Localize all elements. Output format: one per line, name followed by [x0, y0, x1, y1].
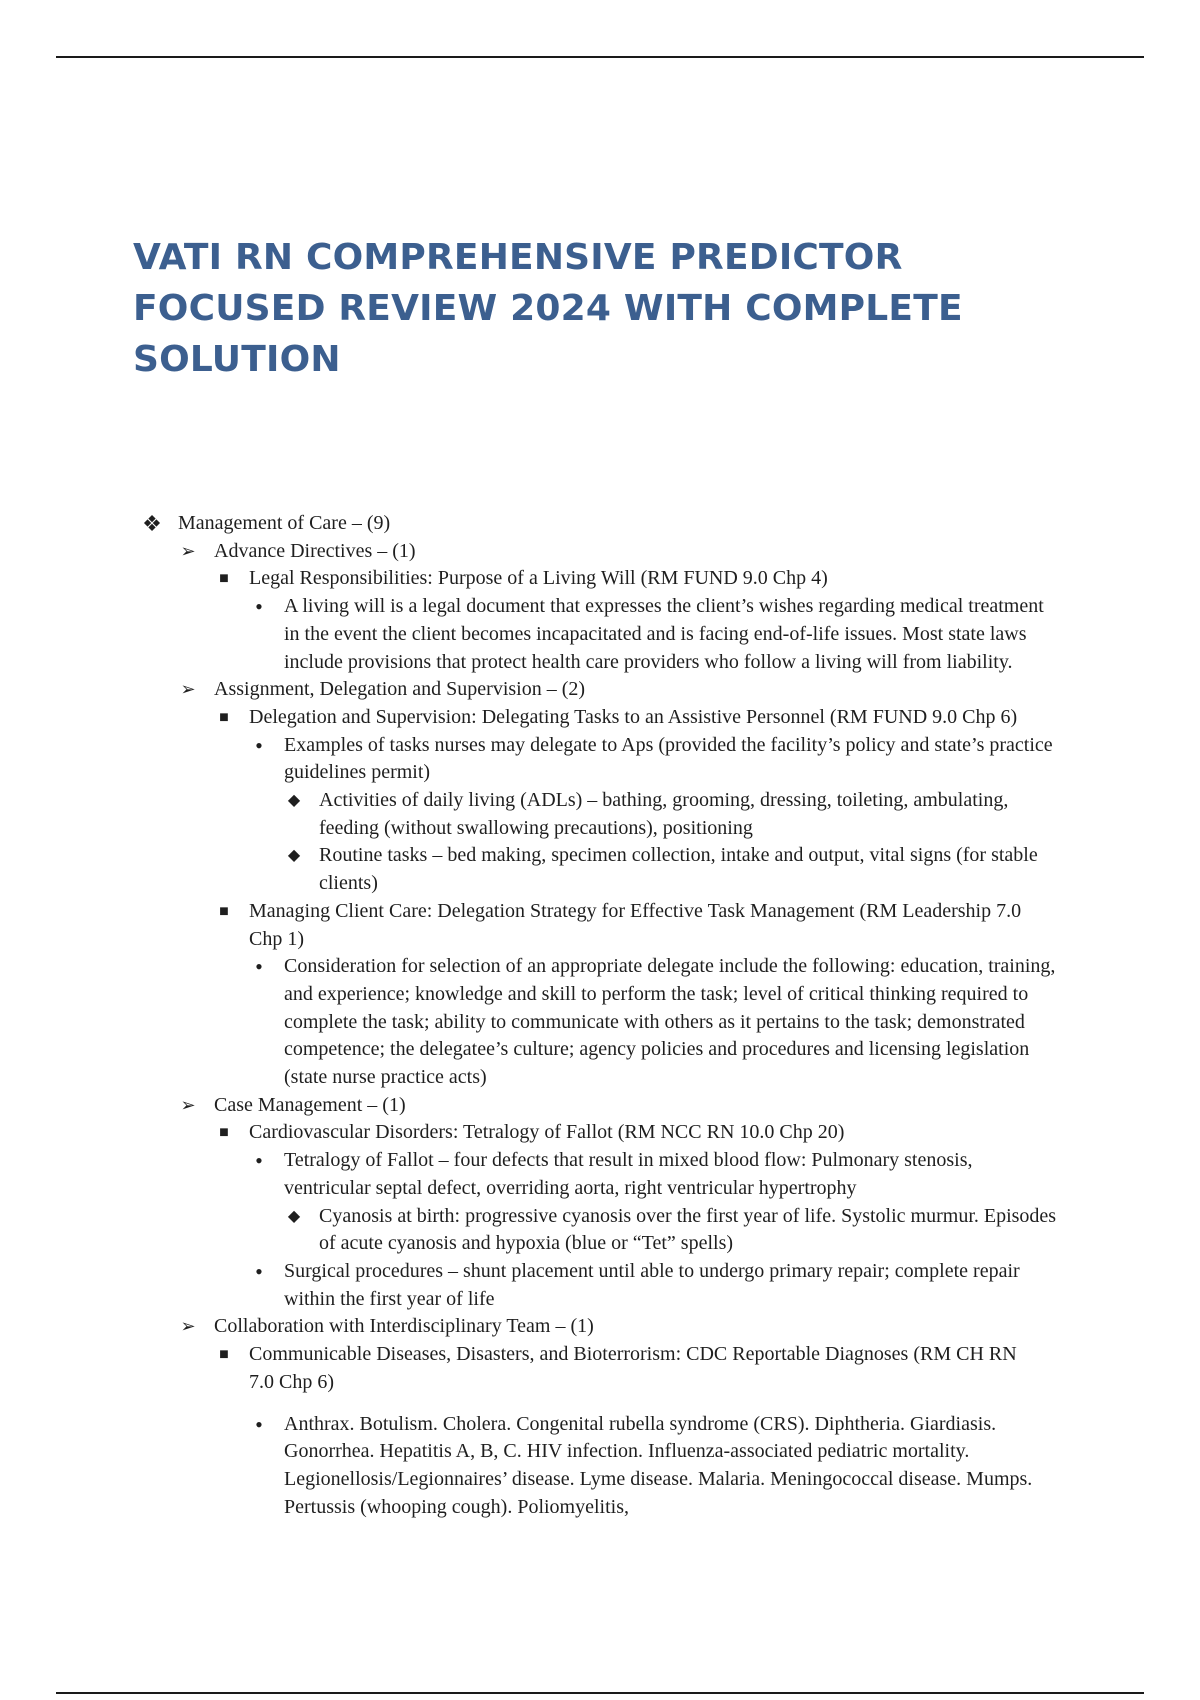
outline-text: A living will is a legal document that expresses the client’s wishes regarding medical treatment in the event the client becomes incapacitated and is facing end-of-life issues. Most state laws include provisions that protect health care providers who follow a living will from liability. [284, 595, 1044, 673]
outline-text: Legal Responsibilities: Purpose of a Living Will (RM FUND 9.0 Chp 4) [249, 567, 828, 590]
outline-item-tof-defects [0, 1147, 1060, 1202]
outline-item-legal-responsibilities [0, 565, 1045, 593]
outline-item-delegation-supervision [0, 704, 1045, 732]
outline-text: Examples of tasks nurses may delegate to Aps (provided the facility’s policy and state’s practice guidelines permit) [284, 733, 1053, 784]
dot-bullet-icon: • [255, 594, 263, 620]
outline-text: Cyanosis at birth: progressive cyanosis over the first year of life. Systolic murmur. Episodes of acute cyanosis and hypoxia (blue or “Tet” spells) [319, 1204, 1057, 1255]
outline-item-collaboration [0, 1313, 1040, 1341]
outline-text: Tetralogy of Fallot – four defects that result in mixed blood flow: Pulmonary stenosis, ventricular septal defect, overriding aorta, right ventricular hypertrophy [284, 1149, 973, 1199]
square-bullet-icon: ■ [219, 570, 229, 588]
outline-text: Surgical procedures – shunt placement until able to undergo primary repair; complete repair within the first year of life [284, 1259, 1020, 1310]
top-rule [56, 56, 1144, 58]
arrow-bullet-icon: ➢ [180, 679, 196, 700]
spacer [0, 1397, 1200, 1411]
dot-bullet-icon: • [255, 954, 263, 980]
outline-item-reportable-list [0, 1411, 1060, 1522]
diamond-solid-bullet-icon: ◆ [287, 847, 301, 865]
outline-item-communicable [0, 1341, 1045, 1396]
dot-bullet-icon: • [255, 1148, 263, 1174]
arrow-bullet-icon: ➢ [180, 540, 196, 561]
outline-item-surgical [0, 1258, 1060, 1313]
outline-text: Delegation and Supervision: Delegating Tasks to an Assistive Personnel (RM FUND 9.0 Chp 6) [249, 705, 1018, 728]
outline-text: Assignment, Delegation and Supervision – (2) [214, 678, 586, 701]
outline-item-case-management [0, 1092, 1040, 1120]
outline-text: Consideration for selection of an appropriate delegate include the following: education, training, and experience; knowledge and skill to perform the task; level of critical thinking required to complete the task; ability to communicate with others as it pertains to the task; demonstrated competence; the delegatee’s culture; agency policies and procedures and licensing legislation (state nurse practice acts) [284, 955, 1056, 1089]
outline-text: Advance Directives – (1) [214, 539, 416, 562]
outline-item-delegate-examples [0, 732, 1060, 787]
outline [0, 510, 1200, 1521]
outline-text: Cardiovascular Disorders: Tetralogy of Fallot (RM NCC RN 10.0 Chp 20) [249, 1121, 845, 1144]
bottom-rule [56, 1692, 1144, 1694]
outline-item-routine-tasks [0, 842, 1059, 897]
dot-bullet-icon: • [255, 1411, 263, 1437]
diamond-bullet-icon: ❖ [142, 511, 162, 536]
title-line-2: FOCUSED REVIEW 2024 WITH COMPLETE [133, 288, 963, 329]
dot-bullet-icon: • [255, 1258, 263, 1284]
outline-text: Managing Client Care: Delegation Strategy for Effective Task Management (RM Leadership 7.0 Chp 1) [249, 899, 1022, 950]
square-bullet-icon: ■ [219, 1124, 229, 1142]
outline-item-cyanosis [0, 1203, 1059, 1258]
outline-item-advance-directives [0, 538, 1040, 566]
outline-item-assignment-delegation [0, 676, 1040, 704]
outline-text: Management of Care – (9) [178, 512, 391, 534]
outline-item-management-of-care [0, 510, 1040, 538]
title-line-1: VATI RN COMPREHENSIVE PREDICTOR [133, 237, 903, 278]
outline-text: Collaboration with Interdisciplinary Team – (1) [214, 1315, 594, 1338]
outline-text: Case Management – (1) [214, 1093, 406, 1116]
diamond-solid-bullet-icon: ◆ [287, 1207, 301, 1225]
document-title [133, 232, 1033, 385]
outline-text: Activities of daily living (ADLs) – bathing, grooming, dressing, toileting, ambulating, feeding (without swallowing precautions), positioning [319, 789, 1009, 839]
outline-text: Routine tasks – bed making, specimen collection, intake and output, vital signs (for stable clients) [319, 844, 1038, 895]
square-bullet-icon: ■ [219, 708, 229, 726]
outline-item-managing-client-care [0, 898, 1045, 953]
arrow-bullet-icon: ➢ [180, 1316, 196, 1337]
outline-item-cardiovascular [0, 1119, 1045, 1147]
arrow-bullet-icon: ➢ [180, 1094, 196, 1115]
outline-item-delegate-selection [0, 953, 1060, 1092]
outline-text: Communicable Diseases, Disasters, and Bioterrorism: CDC Reportable Diagnoses (RM CH RN 7.0 Chp 6) [249, 1343, 1017, 1393]
dot-bullet-icon: • [255, 732, 263, 758]
outline-item-living-will [0, 593, 1060, 676]
title-line-3: SOLUTION [133, 339, 341, 380]
outline-item-adls [0, 787, 1059, 842]
outline-text: Anthrax. Botulism. Cholera. Congenital rubella syndrome (CRS). Diphtheria. Giardiasis. Gonorrhea. Hepatitis A, B, C. HIV infection. Influenza-associated pediatric mortality. Legionellosis/Legionnaires’ disease. Lyme disease. Malaria. Meningococcal disease. Mumps. Pertussis (whooping cough). Poliomyelitis, [284, 1412, 1033, 1518]
square-bullet-icon: ■ [219, 1346, 229, 1364]
square-bullet-icon: ■ [219, 902, 229, 920]
diamond-solid-bullet-icon: ◆ [287, 792, 301, 810]
